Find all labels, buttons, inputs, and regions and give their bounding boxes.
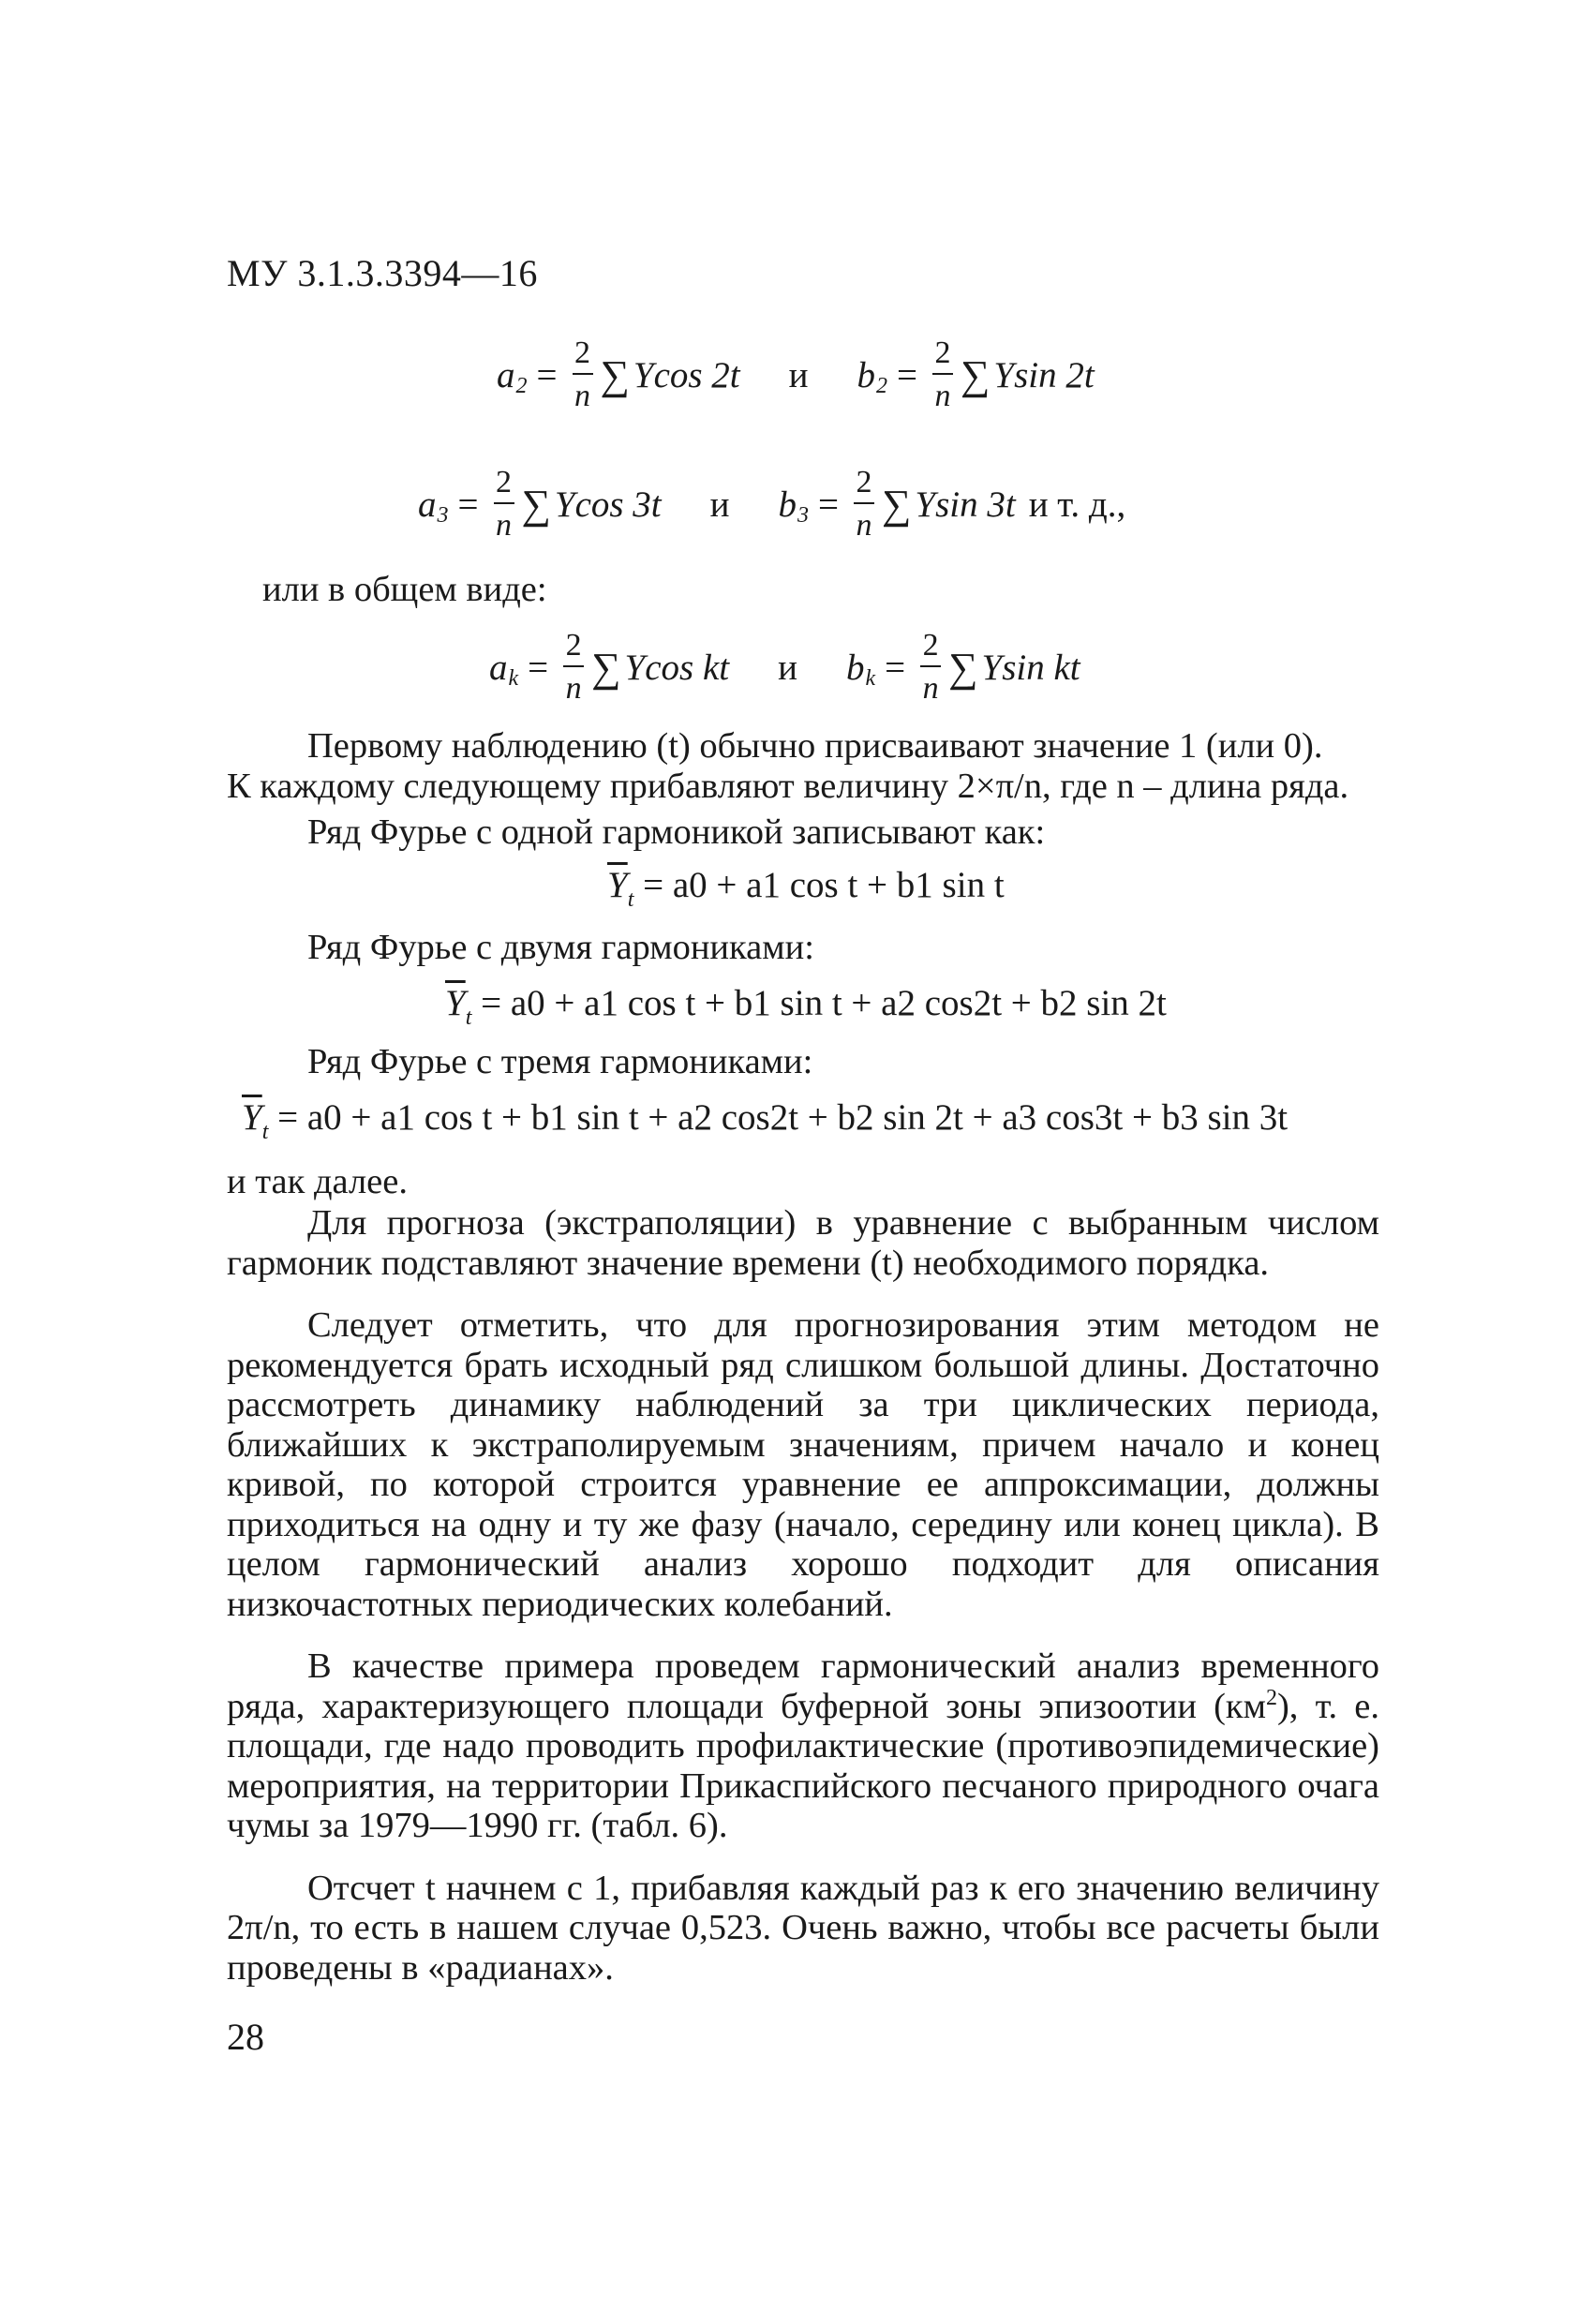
paragraph-count: Отсчет t начнем с 1, прибавляя каждый раз к его значению величину 2π/n, то есть в нашем случае 0,523. Очень важно, чтобы все расчеты были проведены в «радианах». [227, 1868, 1379, 1988]
sigma-symbol: ∑ [882, 481, 912, 528]
paragraph-example: В качестве примера проведем гармонический анализ временного ряда, характеризующего площади буферной зоны эпизоотии $(км^2)$, т. е. площади, где надо проводить профилактические (противоэпидемические) мероприятия, на территории Прикаспийского песчаного природного очага чумы за 1979—1990 гг. (табл. 6). [227, 1646, 1379, 1845]
three-harmonics-label: Ряд Фурье с тремя гармониками: [307, 1042, 813, 1081]
formula-a2-b2: a 2 = $\frac{2}{n}$ ∑ Ycos 2t и b 2 = $\frac{2}{n}$ ∑ Ysin 2t [497, 335, 1095, 413]
general-form-label: или в общем виде: [262, 570, 547, 609]
paragraph-forecast: Для прогноза (экстраполяции) в уравнение с выбранным числом гармоник подставляют значение времени (t) необходимого порядка. [227, 1203, 1379, 1283]
one-harmonic-label: Ряд Фурье с одной гармоникой записывают как: [307, 812, 1046, 852]
sigma-symbol: ∑ [961, 351, 991, 398]
paragraph-note: Следует отметить, что для прогнозирования этим методом не рекомендуется брать исходный ряд слишком большой длины. Достаточно рассмотреть динамику наблюдений за три циклических периода, ближайших к экстраполируемым значениям, причем начало и конец кривой, по которой строится уравнение ее аппроксимации, должны приходиться на одну и ту же фазу (начало, середину или конец цикла). В целом гармонический анализ хорошо подходит для описания низкочастотных периодических колебаний. [227, 1305, 1379, 1624]
two-harmonics-label: Ряд Фурье с двумя гармониками: [307, 928, 814, 967]
one-harmonic-formula: $\overline{Y}_t = a0 + a1$ cos t + b1 sin t [607, 865, 1005, 912]
formula-ak-bk: a k = $\frac{2}{n}$ ∑ Ycos kt и b k = $\frac{2}{n}$ ∑ Ysin kt [489, 628, 1080, 706]
sigma-symbol: ∑ [591, 644, 621, 691]
document-code-header: МУ 3.1.3.3394—16 [227, 252, 538, 294]
formula-a3-b3: a 3 = $\frac{2}{n}$ ∑ Ycos 3t и b 3 = $\frac{2}{n}$ ∑ Ysin 3t и т. д., [418, 465, 1126, 543]
sigma-symbol: ∑ [521, 481, 551, 528]
sigma-symbol: ∑ [600, 351, 630, 398]
paragraph-first-observation: Первому наблюдению (t) обычно присваивают значение 1 (или 0). [307, 726, 1323, 766]
paragraph-increment: К каждому следующему прибавляют величину 2×π/n, где n – длина ряда. [227, 767, 1349, 806]
sigma-symbol: ∑ [948, 644, 978, 691]
two-harmonics-formula: $\overline{Y}_t = a0 + a1$ cos t + b1 sin t + a2 cos2t + b2 sin 2t [445, 983, 1167, 1030]
page-number: 28 [227, 2016, 264, 2058]
body-paragraphs [227, 1203, 1379, 1988]
three-harmonics-formula: $\overline{Y}_t = a0 + a1$ cos t + b1 sin t + a2 cos2t + b2 sin 2t + a3 cos3t + b3 sin 3t [242, 1097, 1289, 1144]
and-so-on-text: и так далее. [227, 1162, 408, 1201]
